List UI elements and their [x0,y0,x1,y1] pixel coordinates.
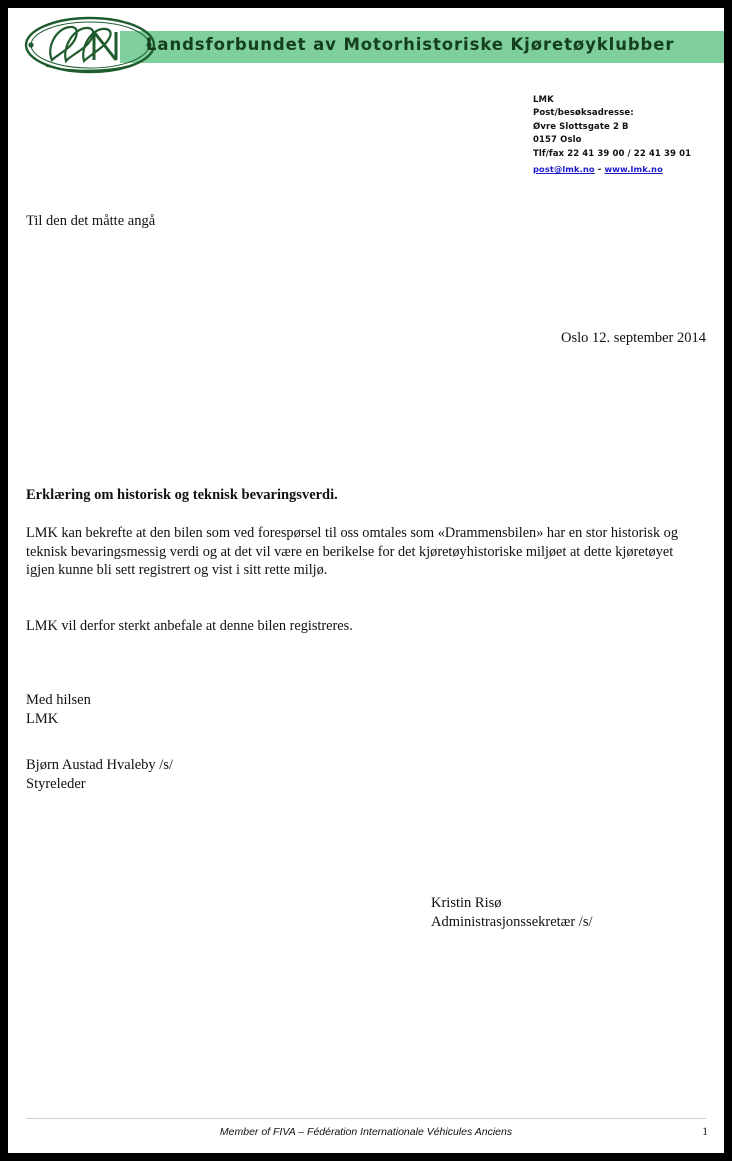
closing-organization: LMK [26,710,59,727]
lmk-logo-icon [22,14,158,76]
closing-block [26,691,91,728]
letterhead-banner [8,8,724,80]
address-street: Øvre Slottsgate 2 B [533,121,629,132]
address-label: Post/besøksadresse: [533,108,634,119]
signature-block [26,756,173,793]
cosigner-title: Administrasjonssekretær /s/ [431,913,593,930]
email-link[interactable]: post@lmk.no [533,164,595,175]
page-number: 1 [702,1126,708,1138]
cosignature-block [431,894,593,931]
signer-name: Bjørn Austad Hvaleby /s/ [26,757,174,773]
address-phone: Tlf/fax 22 41 39 00 / 22 41 39 01 [533,148,692,159]
link-separator: - [597,165,602,176]
letter-paragraph-1: LMK kan bekrefte at den bilen som ved forespørsel til oss omtales som «Drammensbilen» har en stor historisk og teknisk bevaringsmessig verdi og at det vil være en berikelse for det kjøretøyhistoriske miljøet at dette kjøretøyet igjen kunne bli sett registrert og vist i sitt rette miljø. [26,525,678,579]
footer-text: Member of FIVA – Fédération Internationale Véhicules Anciens [219,1126,513,1138]
website-link[interactable]: www.lmk.no [604,164,663,175]
footer-divider [26,1118,706,1119]
address-links [533,163,723,177]
dateline: Oslo 12. september 2014 [561,330,706,346]
recipient-line: Til den det måtte angå [26,213,156,229]
closing-greeting: Med hilsen [26,692,91,708]
signer-title: Styreleder [26,775,86,792]
banner-title: Landsforbundet av Motorhistoriske Kjøretøyklubber [146,35,675,54]
document-page [8,8,724,1153]
address-postal: 0157 Oslo [533,135,582,146]
address-block [533,94,723,177]
cosigner-name: Kristin Risø [431,895,502,911]
letter-paragraph-2: LMK vil derfor sterkt anbefale at denne bilen registreres. [26,618,353,634]
address-organization: LMK [533,95,554,105]
letter-subject: Erklæring om historisk og teknisk bevaringsverdi. [26,487,338,503]
